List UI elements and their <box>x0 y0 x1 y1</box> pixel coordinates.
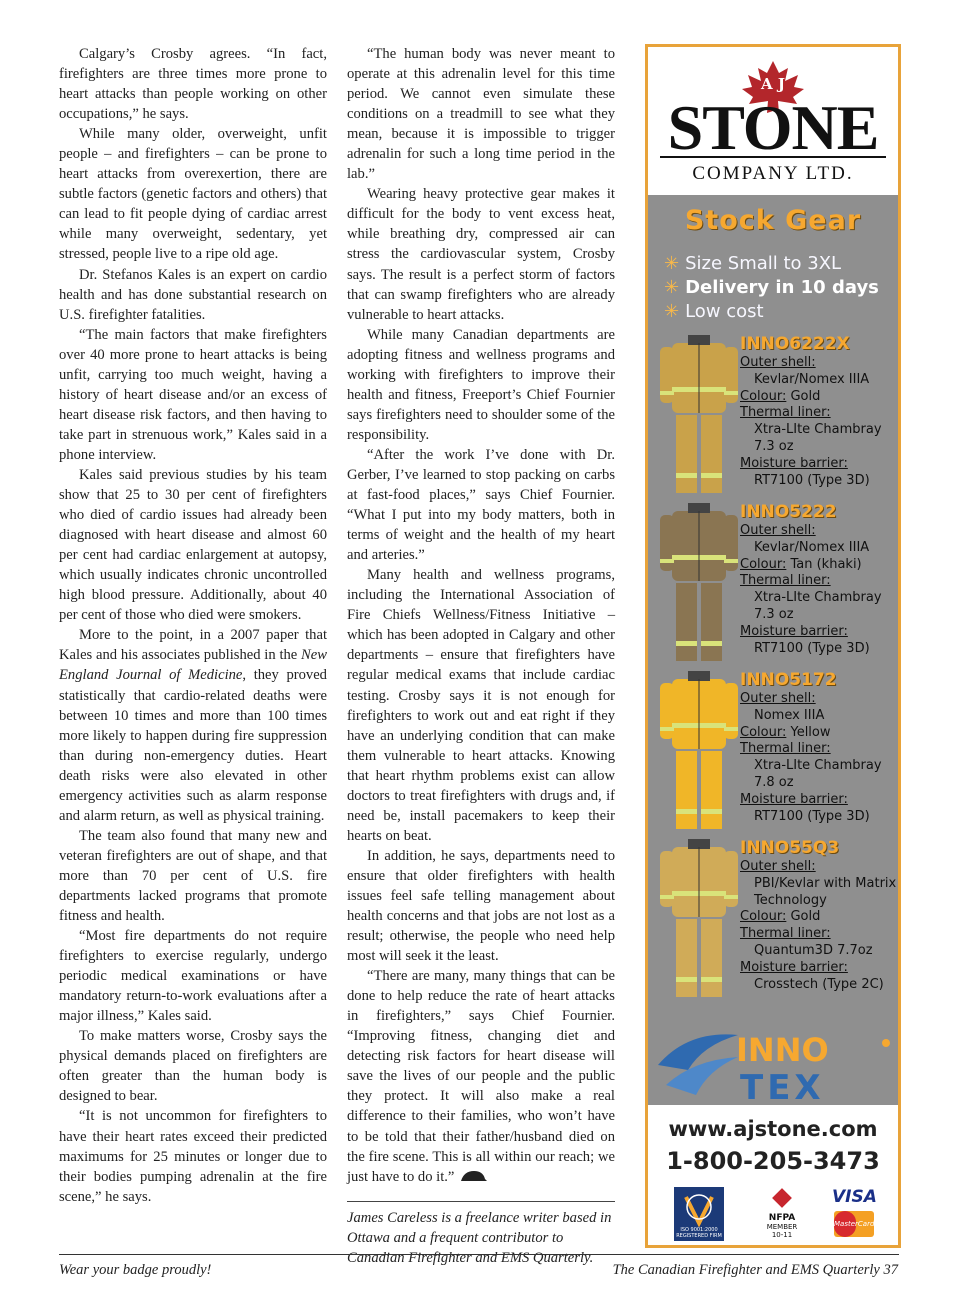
paragraph: “The human body was never meant to operate at this adrenalin level for this time period. We cannot even simulate these conditions on a treadmill to see what they mean, because it is impossible to trigger adrenalin for such a long time period in the lab.” <box>347 46 615 183</box>
bullet-delivery: ✳ Delivery in 10 days <box>664 277 879 298</box>
star-bullet-icon: ✳ <box>664 277 680 298</box>
paragraph: The team also found that many new and veteran firefighters are out of shape, and that more than 70 per cent of U.S. fire departments lacked programs that promote fitness and health. <box>59 827 327 925</box>
innotex-logo <box>648 1025 898 1105</box>
product-specs <box>740 333 898 489</box>
colour-value: Gold <box>790 909 821 925</box>
outer-shell-value: Kevlar/Nomex IIIA <box>754 539 870 555</box>
outer-shell-value: PBI/Kevlar with Matrix Technology <box>754 875 897 908</box>
thermal-liner-label: Thermal liner: <box>740 573 831 589</box>
thermal-liner-value: Xtra-LIte Chambray 7.3 oz <box>754 590 882 622</box>
website-link[interactable]: www.ajstone.com <box>668 1117 878 1141</box>
footer-divider <box>59 1254 899 1255</box>
colour-label: Colour: <box>740 556 787 572</box>
paragraph: Kales said previous studies by his team show that 25 to 30 per cent of firefighters who died of cardio issues had already been diagnosed with heart disease and almost 60 per cent had cardiac enlargement at autopsy, which usually indicates chronic uncontrolled high blood pressure. Additionally, about 40 per cent of those who died were smokers. <box>59 466 327 624</box>
product-name: INNO5172 <box>740 670 837 690</box>
paragraph: “There are many, many things that can be done to help reduce the rate of heart attacks in firefighters,” says Chief Fournier. “Improving fitness, changing diet and detecting risk factors for heart disease will save the lives of our people and the public they protect. It will also make a real difference to their families, who won’t have to be told that their father/husband died on the fire scene. This is all within our reach; we just have to do it.” <box>347 968 615 1185</box>
svg-text:TEX: TEX <box>740 1068 825 1105</box>
outer-shell-value: Nomex IIIA <box>754 707 825 723</box>
product-name: INNO55Q3 <box>740 838 840 858</box>
turnout-gear-image <box>658 501 740 665</box>
outer-shell-label: Outer shell: <box>740 859 816 874</box>
product-specs <box>740 501 898 657</box>
thermal-liner-value: Xtra-LIte Chambray 7.3 oz <box>754 422 882 454</box>
turnout-gear-image <box>658 669 740 833</box>
paragraph: While many Canadian departments are adopting fitness and wellness programs and working with firefighters to improve their health and fitness, Freeport’s Chief Fournier says firefighters need to shoulder some of the responsibility. <box>347 326 615 443</box>
paragraph: “Most fire departments do not require firefighters to exercise regularly, undergo periodic medical examinations or have mandatory return-to-work evaluations after a major illness,” Kales said. <box>59 928 327 1025</box>
moisture-barrier-label: Moisture barrier: <box>740 455 848 471</box>
moisture-barrier-value: Crosstech (Type 2C) <box>754 976 884 992</box>
outer-shell-label: Outer shell: <box>740 523 816 538</box>
journal-title: New England Journal of Medicine <box>59 647 327 684</box>
moisture-barrier-label: Moisture barrier: <box>740 959 848 975</box>
moisture-barrier-label: Moisture barrier: <box>740 791 848 807</box>
thermal-liner-label: Thermal liner: <box>740 741 831 757</box>
thermal-liner-label: Thermal liner: <box>740 926 831 942</box>
outer-shell-value: Kevlar/Nomex IIIA <box>754 371 870 387</box>
thermal-liner-value: Xtra-LIte Chambray 7.8 oz <box>754 758 882 790</box>
moisture-barrier-value: RT7100 (Type 3D) <box>754 472 870 488</box>
turnout-gear-image <box>658 333 740 497</box>
logo-initials: A J <box>761 75 785 93</box>
mastercard-logo: MasterCard <box>834 1211 874 1237</box>
nfpa-diamond-icon <box>771 1187 793 1209</box>
product-specs <box>740 837 898 993</box>
ad-contact-area <box>648 1031 898 1248</box>
phone-number[interactable]: 1-800-205-3473 <box>666 1147 880 1175</box>
stock-gear-title: Stock Gear <box>684 205 862 236</box>
aj-stone-logo <box>648 47 898 195</box>
bullet-cost: ✳ Low cost <box>664 301 764 322</box>
paragraph: To make matters worse, Crosby says the physical demands placed on firefighters are often greater than the human body is designed to bear. <box>59 1028 327 1105</box>
paragraph: “After the work I’ve done with Dr. Gerber, I’ve learned to stop packing on carbs at fast-food places,” says Chief Fournier. “What I put into my body matters, both in terms of weight and the health of my heart and arteries.” <box>347 446 615 564</box>
logo-company: COMPANY LTD. <box>692 163 854 184</box>
paragraph: “It is not uncommon for firefighters to have their heart rates exceed their predicted maximums for 25 minutes or longer due to their bodies pumping adrenalin at the fire scene,” he says. <box>59 1108 327 1205</box>
star-bullet-icon: ✳ <box>664 301 680 322</box>
helmet-end-mark-icon <box>458 1169 488 1183</box>
byline-divider <box>347 1201 615 1202</box>
aj-stone-advertisement[interactable] <box>645 44 901 1248</box>
logo-wordmark: STONE <box>667 92 879 163</box>
moisture-barrier-value: RT7100 (Type 3D) <box>754 640 870 656</box>
colour-value: Yellow <box>790 724 831 740</box>
colour-label: Colour: <box>740 388 787 404</box>
turnout-gear-image <box>658 837 740 1001</box>
product-inno5172[interactable] <box>648 669 898 837</box>
footer-slogan: Wear your badge proudly! <box>59 1262 212 1278</box>
moisture-barrier-value: RT7100 (Type 3D) <box>754 808 870 824</box>
thermal-liner-label: Thermal liner: <box>740 405 831 421</box>
paragraph: Wearing heavy protective gear makes it difficult for the body to vent excess heat, while breathing dry, compressed air can stress the cardiovascular system, Crosby says. The result is a perfect storm of factors that can swamp firefighters who are already vulnerable to heart attacks. <box>347 186 615 323</box>
paragraph: Dr. Stefanos Kales is an expert on cardio health and has done substantial research on U.S. firefighter fatalities. <box>59 266 327 323</box>
colour-value: Tan (khaki) <box>790 556 862 572</box>
visa-logo: VISA <box>832 1187 877 1207</box>
article-column-2 <box>347 44 615 1268</box>
product-inno6222x[interactable] <box>648 333 898 501</box>
author-byline: James Careless is a freelance writer based in Ottawa and a frequent contributor to Canadian Firefighter and EMS Quarterly. <box>347 1209 612 1266</box>
paragraph: “The main factors that make firefighters over 40 more prone to heart attacks is being unfit, carrying too much weight, having a history of heart disease and/or an excess of heart disease risk factors, and then having to take part in strenuous work,” Kales said in a phone interview. <box>59 326 327 463</box>
colour-label: Colour: <box>740 909 787 925</box>
paragraph: In addition, he says, departments need to ensure that older firefighters with health issues feel safe telling management about health concerns and that jobs are not lost as a result; otherwise, the people who need help most will seek it the least. <box>347 847 615 965</box>
product-inno55q3[interactable] <box>648 837 898 1005</box>
nfpa-member-badge: NFPA MEMBER 10-11 <box>762 1187 802 1239</box>
paragraph: While many older, overweight, unfit people – and firefighters – can be prone to heart attacks from overexertion, there are subtle factors (genetic factors and others) that can lead to fit people dying of cardiac arrest while many overweight, sedentary, yet stressed, people live to a ripe old age. <box>59 126 327 263</box>
iso-badge-text: ISO 9001:2000 REGISTERED FIRM <box>674 1227 724 1239</box>
outer-shell-label: Outer shell: <box>740 355 816 370</box>
footer-publication-page: The Canadian Firefighter and EMS Quarterly 37 <box>612 1262 898 1278</box>
product-specs <box>740 669 898 825</box>
article-column-2-body <box>347 44 615 1187</box>
star-bullet-icon: ✳ <box>664 253 680 274</box>
outer-shell-label: Outer shell: <box>740 691 816 706</box>
product-name: INNO5222 <box>740 502 837 522</box>
paragraph: Many health and wellness programs, including the International Association of Fire Chiefs Wellness/Fitness Initiative – which has been adopted in Calgary and other departments – ensure that firefighters have regular medical exams that include cardiac testing. Crosby says it is not enough for firefighters to work out and eat right if they have an underlying condition that can make them vulnerable to heart attacks. Knowing that heart rhythm problems exist can allow doctors to treat firefighters with drugs and, if need be, install pacemakers to keep their hearts on beat. <box>347 567 615 844</box>
paragraph: More to the point, in a 2007 paper that Kales and his associates published in the New England Journal of Medicine, they proved statistically that cardio-related deaths were between 10 times and more than 100 times more likely to happen during fire suppression than during non-emergency duties. Heart death risks were also elevated in other emergency activities such as alarm response and alarm return, as well as physical training. <box>59 627 327 824</box>
colour-value: Gold <box>790 388 821 404</box>
stock-gear-panel <box>648 195 898 1105</box>
svg-text:INNO: INNO <box>736 1031 829 1069</box>
paragraph: Calgary’s Crosby agrees. “In fact, firefighters are three times more prone to heart attacks than people working on other occupations,” he says. <box>59 46 327 123</box>
colour-label: Colour: <box>740 724 787 740</box>
thermal-liner-value: Quantum3D 7.7oz <box>754 942 873 958</box>
product-inno5222[interactable] <box>648 501 898 669</box>
article-column-1 <box>59 44 327 1207</box>
bullet-size: ✳ Size Small to 3XL <box>664 253 842 274</box>
moisture-barrier-label: Moisture barrier: <box>740 623 848 639</box>
product-name: INNO6222X <box>740 334 850 354</box>
